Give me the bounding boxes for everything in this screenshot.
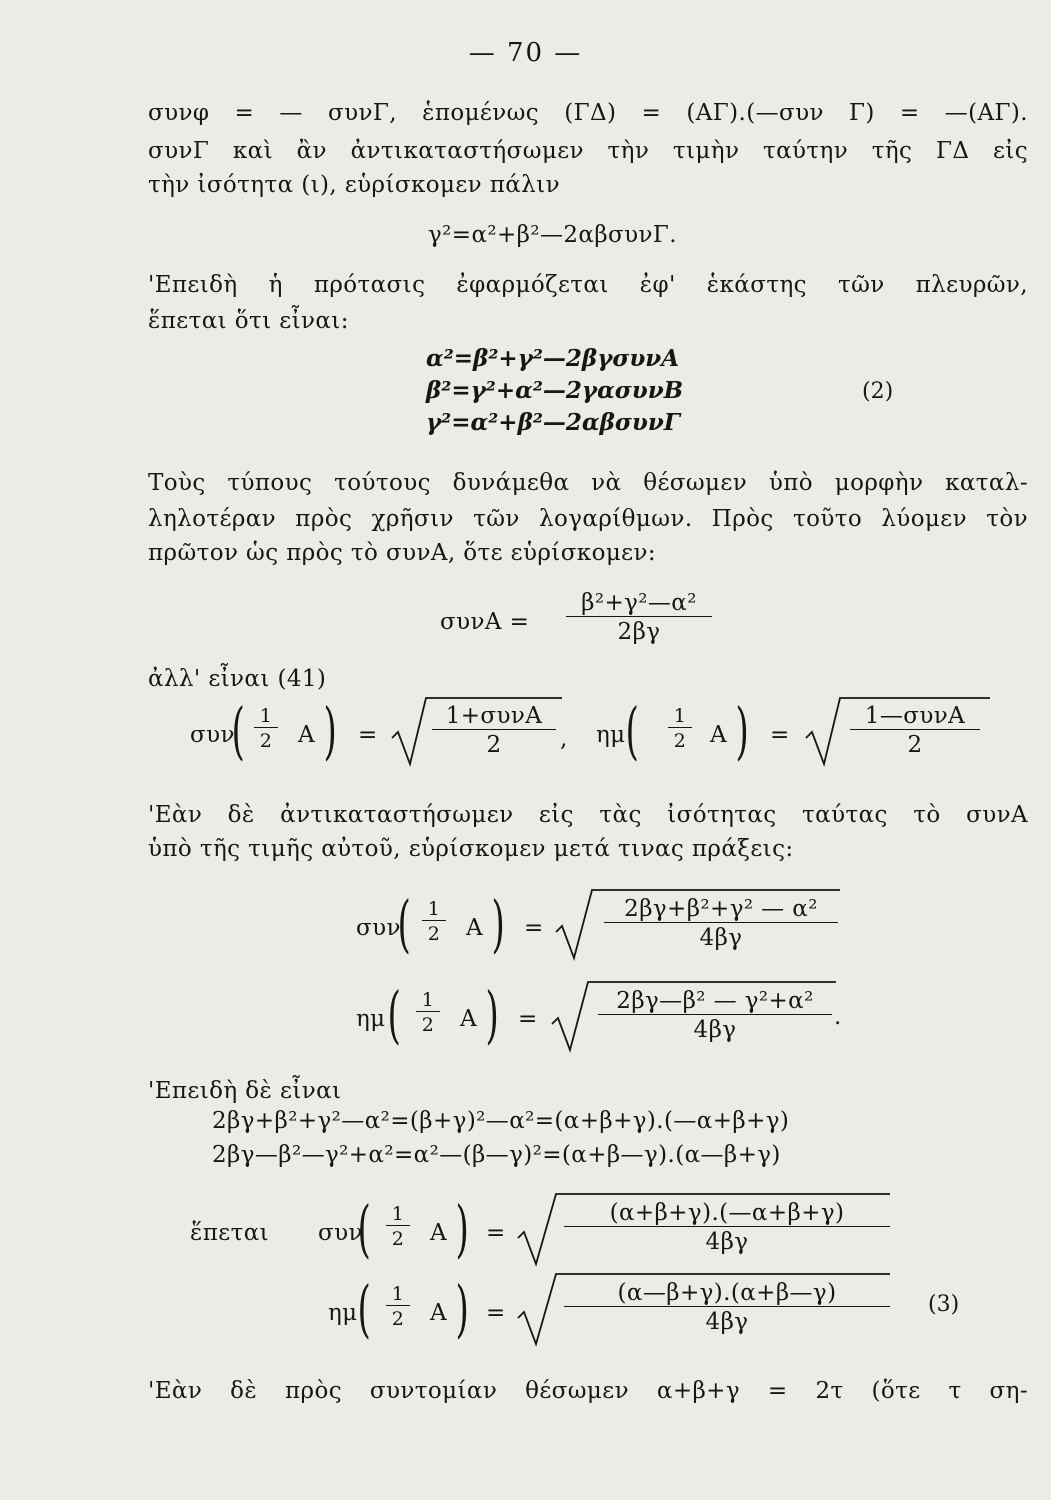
text-line-8: πρῶτον ὡς πρὸς τὸ συνΑ, ὅτε εὑρίσκομεν: <box>148 540 657 566</box>
text-line-1: συνφ = — συνΓ, ἑπομένως (ΓΔ) = (ΑΓ).(—συν Γ) = —(ΑΓ). <box>148 100 1028 126</box>
text-line-5: ἕπεται ὅτι εἶναι: <box>148 308 349 334</box>
text-line-10: 'Εὰν δὲ ἀντικαταστήσωμεν εἰς τὰς ἰσότητας ταύτας τὸ συνΑ <box>148 802 1028 828</box>
half-fraction-3: $\frac{1}{2}$ <box>422 898 446 945</box>
text-line-3: τὴν ἰσότητα (ι), εὑρίσκομεν πάλιν <box>148 172 560 198</box>
text-line-11: ὑπὸ τῆς τιμῆς αὐτοῦ, εὑρίσκομεν μετά τινας πράξεις: <box>148 836 794 862</box>
cos-label-2: συν <box>356 915 401 941</box>
cos-label-1: συν <box>190 722 235 748</box>
sin-label-2: ημ <box>356 1006 386 1032</box>
system-equation-3: γ²=α²+β²—2αβσυνΓ <box>426 409 681 436</box>
sqrt-fraction-3: $\frac{\text{2βγ+β²+γ² — α²}}{4\beta\gamma}$ <box>604 896 838 951</box>
cosA-numerator: β²+γ²—α² <box>581 590 697 616</box>
sin-label-3: ημ <box>328 1300 358 1326</box>
sqrt-fraction-1: 1+συνΑ 2 <box>432 703 556 758</box>
half-fraction-4: $\frac{1}{2}$ <box>416 989 440 1036</box>
book-page: — 70 — συνφ = — συνΓ, ἑπομένως (ΓΔ) = (ΑΓ).(—συν Γ) = —(ΑΓ). συνΓ καὶ ἂν ἀντικαταστήσωμεν τὴν τιμὴν ταύτην τῆς ΓΔ εἰς τὴν ἰσότητα (ι), εὑρίσκομεν πάλιν γ²=α²+β²—2αβσυνΓ. 'Επειδὴ ἡ πρότασις ἐφαρμόζεται ἐφ' ἑκάστης τῶν πλευρῶν, ἕπεται ὅτι εἶναι: α²=β²+γ²—2βγσυνΑ β²=γ²+α²—2γασυνΒ γ²=α²+β²—2αβσυνΓ (2) Τοὺς τύπους τούτους δυνάμεθα νὰ θέσωμεν ὑπὸ μορφὴν καταλ- ληλοτέραν πρὸς χρῆσιν τῶν λογαρίθμων. Πρὸς τοῦτο λύομεν τὸν πρῶτον ὡς πρὸς τὸ συνΑ, ὅτε εὑρίσκομεν: συνΑ = $\frac{\text{β²+γ²—α²}}{2\beta\gamma}$ ἀλλ' εἶναι (41) συν ( $\frac{1}{2}$ Α ) = 1+συνΑ 2 , ημ ( $\frac{1}{2}$ Α ) = 1—συνΑ 2 'Εὰν δὲ ἀντικαταστήσωμεν εἰς τὰς ἰσότητας ταύτας τὸ συνΑ ὑπὸ τῆς τιμῆς αὐτοῦ, εὑρίσκομεν μετά τινας πράξεις: συν ( $\frac{1}{2}$ Α ) = $\frac{\text{2βγ+β²+γ² — α²}}{4\beta\gamma}$ ημ ( $\frac{1}{2}$ Α ) = $\frac{\text{2βγ—β² — γ²+α²}}{4\beta\gamma}$ . 'Επειδὴ δὲ εἶναι 2βγ+β²+γ²—α²=(β+γ)²—α²=(α+β+γ).(—α+β+γ) 2βγ—β²—γ²+α²=α²—(β—γ)²=(α+β—γ).(α—β+γ) ἕπεται συν ( $\frac{1}{2}$ Α ) = $\frac{(\alpha+\beta+\gamma).(—\alpha+\beta+\gamma)}{4\beta\gamma}$ ημ ( $\frac{1}{2}$ Α ) = $\frac{(\alpha—\beta+\gamma).(\alpha+\beta—\gamma)}{4\beta\gamma}$ (3) 'Εὰν δὲ πρὸς συντομίαν θέσωμεν α+β+γ = 2τ (ὅτε τ ση- <box>0 0 1051 1500</box>
cosA-fraction <box>566 590 712 645</box>
sqrt-fraction-4: $\frac{\text{2βγ—β² — γ²+α²}}{4\beta\gamma}$ <box>598 988 832 1043</box>
half-fraction-1: $\frac{1}{2}$ <box>254 705 278 752</box>
text-line-4: 'Επειδὴ ἡ πρότασις ἐφαρμόζεται ἐφ' ἑκάστης τῶν πλευρῶν, <box>148 272 1028 298</box>
identity-2: 2βγ—β²—γ²+α²=α²—(β—γ)²=(α+β—γ).(α—β+γ) <box>212 1142 781 1168</box>
system-equation-2: β²=γ²+α²—2γασυνΒ <box>426 377 684 404</box>
sqrt-fraction-6: $\frac{(\alpha—\beta+\gamma).(\alpha+\beta—\gamma)}{4\beta\gamma}$ <box>564 1280 890 1335</box>
half-fraction-6: $\frac{1}{2}$ <box>386 1283 410 1330</box>
epetai-label: ἕπεται <box>190 1220 270 1246</box>
text-line-9: ἀλλ' εἶναι (41) <box>148 666 327 692</box>
sin-label-1: ημ <box>596 722 626 748</box>
text-line-7: ληλοτέραν πρὸς χρῆσιν τῶν λογαρίθμων. Πρὸς τοῦτο λύομεν τὸν <box>148 506 1028 532</box>
sqrt-fraction-2: 1—συνΑ 2 <box>850 703 980 758</box>
cosA-denominator: 2βγ <box>566 616 712 645</box>
text-line-13: 'Εὰν δὲ πρὸς συντομίαν θέσωμεν α+β+γ = 2τ (ὅτε τ ση- <box>148 1378 1028 1404</box>
text-line-2: συνΓ καὶ ἂν ἀντικαταστήσωμεν τὴν τιμὴν ταύτην τῆς ΓΔ εἰς <box>148 138 1028 164</box>
half-fraction-2: $\frac{1}{2}$ <box>668 705 692 752</box>
equation-number-2: (2) <box>862 379 894 404</box>
page-number: — 70 — <box>468 38 583 68</box>
text-line-12: 'Επειδὴ δὲ εἶναι <box>148 1078 342 1104</box>
cos-label-3: συν <box>318 1220 363 1246</box>
cosA-lhs: συνΑ = <box>440 609 530 635</box>
text-line-6: Τοὺς τύπους τούτους δυνάμεθα νὰ θέσωμεν ὑπὸ μορφὴν καταλ- <box>148 470 1028 496</box>
system-equation-1: α²=β²+γ²—2βγσυνΑ <box>426 345 680 372</box>
equation-law-of-cosines: γ²=α²+β²—2αβσυνΓ. <box>428 222 677 248</box>
identity-1: 2βγ+β²+γ²—α²=(β+γ)²—α²=(α+β+γ).(—α+β+γ) <box>212 1108 790 1134</box>
sqrt-fraction-5: $\frac{(\alpha+\beta+\gamma).(—\alpha+\beta+\gamma)}{4\beta\gamma}$ <box>564 1200 890 1255</box>
equation-number-3: (3) <box>928 1292 960 1317</box>
half-fraction-5: $\frac{1}{2}$ <box>386 1203 410 1250</box>
